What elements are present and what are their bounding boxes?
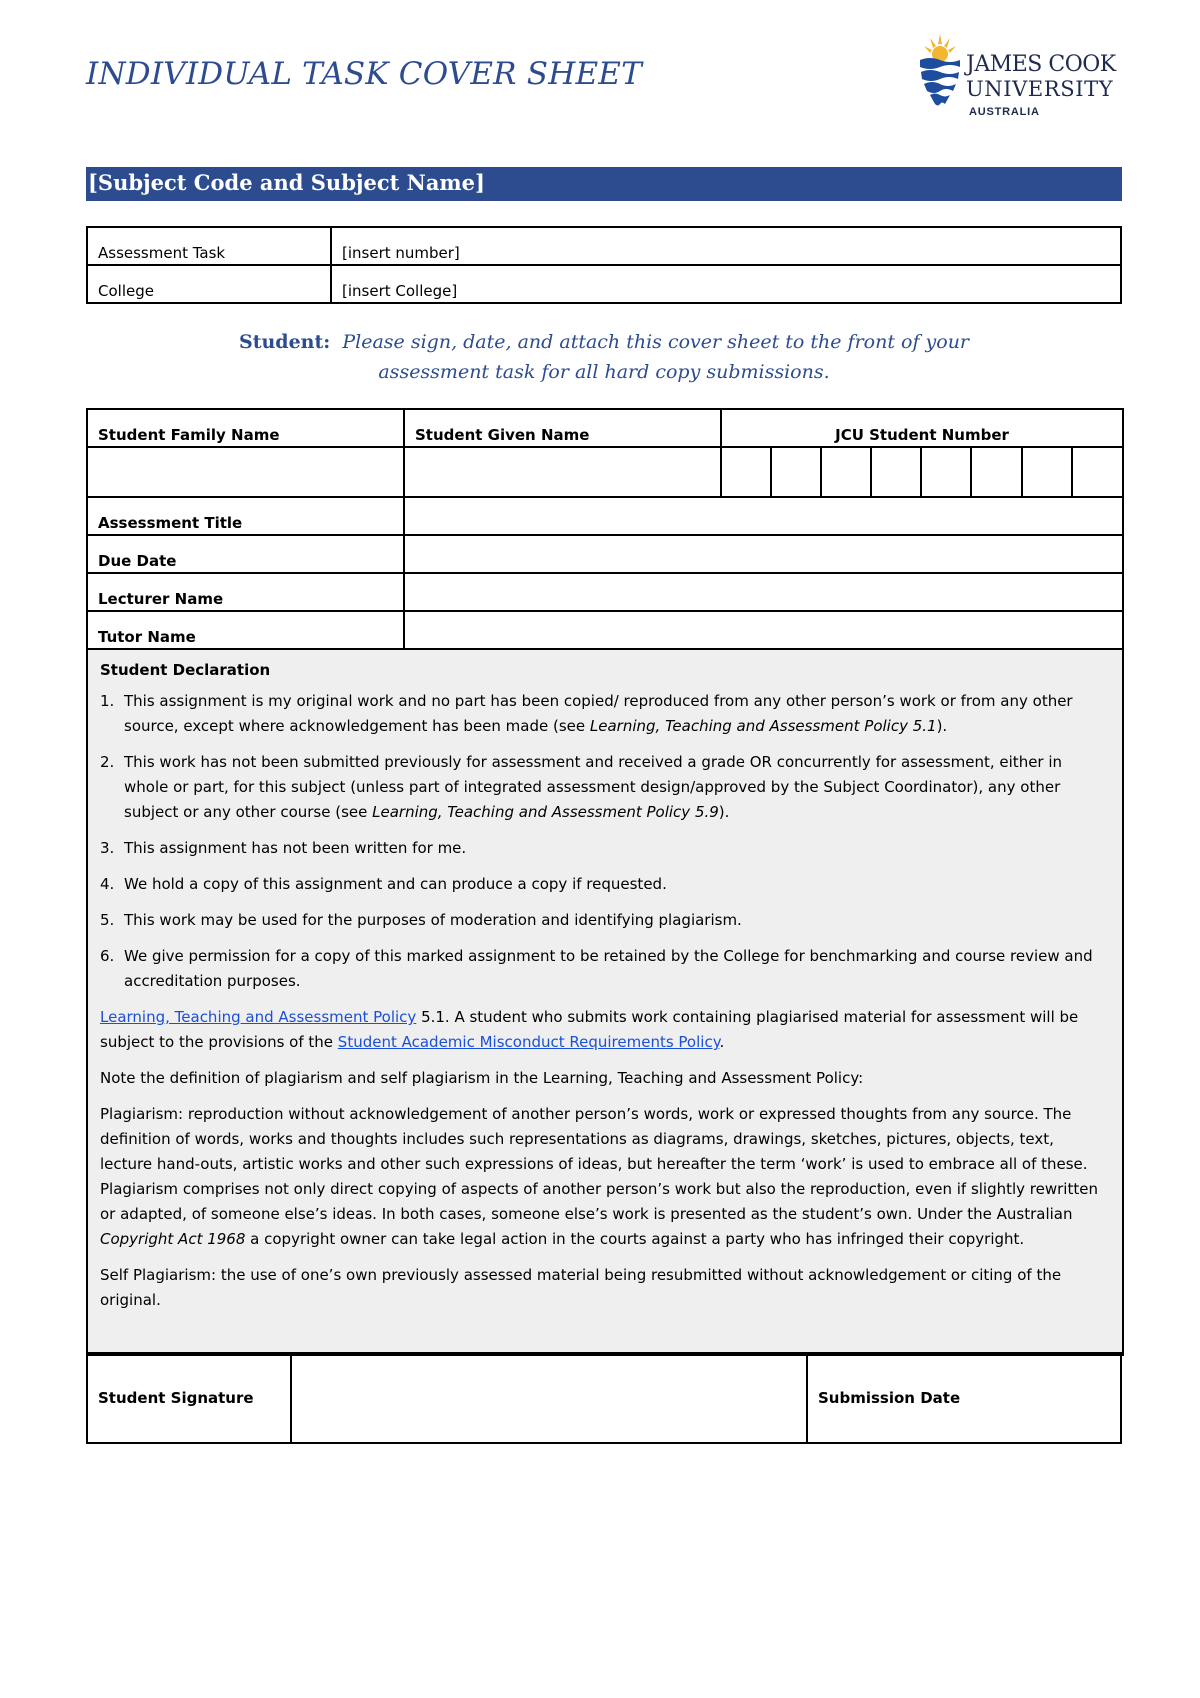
declaration-item xyxy=(100,836,1110,861)
task-info-row xyxy=(87,227,1121,265)
signature-row xyxy=(87,1353,1121,1443)
student-number-digit-box[interactable] xyxy=(1022,447,1072,497)
item-number: 1. xyxy=(100,692,115,710)
given-name-label: Student Given Name xyxy=(404,409,721,447)
declaration-row xyxy=(87,649,1123,1355)
assessment-task-label: Assessment Task xyxy=(87,227,331,265)
lecturer-name-row xyxy=(87,573,1123,611)
signature-label: Student Signature xyxy=(87,1353,291,1443)
policy-reference: Learning, Teaching and Assessment Policy 5.9 xyxy=(372,803,719,821)
college-value[interactable]: [insert College] xyxy=(331,265,1121,303)
declaration-item xyxy=(100,750,1110,825)
signature-field[interactable] xyxy=(291,1353,807,1443)
item-text-end: ). xyxy=(936,717,948,735)
plagiarism-text: Plagiarism: reproduction without acknowledgement of another person’s words, work or expressed thoughts from any source. The definition of words, works and thoughts includes such representations as diagrams, drawings, sketches, pictures, objects, text, lecture hand-outs, artistic works and other such expressions of ideas, but hereafter the term ‘work’ is used to embrace all of these. Plagiarism comprises not only direct copying of aspects of another person’s work but also the reproduction, even if slightly rewritten or adapted, of someone else’s ideas. In both cases, someone else’s work is presented as the student’s own. Under the Australian xyxy=(100,1105,1098,1223)
student-details-table xyxy=(86,408,1124,1356)
logo-line-3: AUSTRALIA xyxy=(969,106,1040,118)
policy-link[interactable]: Learning, Teaching and Assessment Policy xyxy=(100,1008,417,1026)
tutor-name-row xyxy=(87,611,1123,649)
college-label: College xyxy=(87,265,331,303)
instruction-text xyxy=(86,327,1122,387)
assessment-task-value[interactable]: [insert number] xyxy=(331,227,1121,265)
policy-text-end: . xyxy=(719,1033,725,1051)
student-number-digit-box[interactable] xyxy=(871,447,921,497)
item-text: This assignment has not been written for me. xyxy=(124,839,467,857)
logo-line-2: UNIVERSITY xyxy=(966,77,1114,101)
instruction-lead: Student: xyxy=(238,331,331,353)
item-number: 3. xyxy=(100,839,115,857)
student-number-digit-box[interactable] xyxy=(971,447,1022,497)
declaration-item xyxy=(100,908,1110,933)
item-text: We hold a copy of this assignment and can produce a copy if requested. xyxy=(124,875,667,893)
due-date-row xyxy=(87,535,1123,573)
policy-paragraph xyxy=(100,1005,1110,1055)
assessment-title-row xyxy=(87,497,1123,535)
declaration-item xyxy=(100,944,1110,994)
student-header-row xyxy=(87,409,1123,447)
student-number-digit-box[interactable] xyxy=(1072,447,1123,497)
student-input-row xyxy=(87,447,1123,497)
declaration-cell xyxy=(87,649,1123,1355)
misconduct-policy-link[interactable]: Student Academic Misconduct Requirements Policy xyxy=(337,1033,720,1051)
student-number-label: JCU Student Number xyxy=(721,409,1123,447)
lecturer-name-label: Lecturer Name xyxy=(87,573,404,611)
given-name-field[interactable] xyxy=(404,447,721,497)
declaration-list xyxy=(100,689,1110,994)
assessment-title-label: Assessment Title xyxy=(87,497,404,535)
student-number-digit-box[interactable] xyxy=(771,447,821,497)
item-text: This work has not been submitted previously for assessment and received a grade OR concurrently for assessment, either in whole or part, for this subject (unless part of integrated assessment design/approved by the Subject Coordinator), any other subject or any other course (see xyxy=(124,753,1063,821)
policy-text: 5.1. A student who submits work containing plagiarised material for assessment will be subject to the provisions of the xyxy=(100,1008,1079,1051)
item-number: 6. xyxy=(100,947,115,965)
item-number: 2. xyxy=(100,753,115,771)
policy-reference: Learning, Teaching and Assessment Policy 5.1 xyxy=(589,717,937,735)
copyright-act-reference: Copyright Act 1968 xyxy=(100,1230,246,1248)
subject-bar[interactable]: [Subject Code and Subject Name] xyxy=(86,167,1122,201)
definition-note: Note the definition of plagiarism and self plagiarism in the Learning, Teaching and Assessment Policy: xyxy=(100,1069,864,1087)
due-date-label: Due Date xyxy=(87,535,404,573)
instruction-line-2: assessment task for all hard copy submissions. xyxy=(378,361,830,383)
plagiarism-text-end: a copyright owner can take legal action in the courts against a party who has infringed their copyright. xyxy=(245,1230,1025,1248)
family-name-label: Student Family Name xyxy=(87,409,404,447)
declaration-title: Student Declaration xyxy=(100,661,271,679)
item-number: 4. xyxy=(100,875,115,893)
task-info-row xyxy=(87,265,1121,303)
item-number: 5. xyxy=(100,911,115,929)
item-text: We give permission for a copy of this marked assignment to be retained by the College for benchmarking and course review and accreditation purposes. xyxy=(124,947,1093,990)
family-name-field[interactable] xyxy=(87,447,404,497)
instruction-line-1: Please sign, date, and attach this cover sheet to the front of your xyxy=(342,331,970,353)
plagiarism-definition xyxy=(100,1102,1110,1252)
item-text-end: ). xyxy=(718,803,730,821)
item-text: This work may be used for the purposes of moderation and identifying plagiarism. xyxy=(124,911,742,929)
self-plagiarism-definition: Self Plagiarism: the use of one’s own previously assessed material being resubmitted without acknowledgement or citing of the original. xyxy=(100,1266,1062,1309)
tutor-name-field[interactable] xyxy=(404,611,1123,649)
due-date-field[interactable] xyxy=(404,535,1123,573)
declaration-item xyxy=(100,689,1110,739)
assessment-title-field[interactable] xyxy=(404,497,1123,535)
student-number-digit-box[interactable] xyxy=(921,447,971,497)
declaration-item xyxy=(100,872,1110,897)
student-number-digit-box[interactable] xyxy=(721,447,771,497)
item-text: This assignment is my original work and no part has been copied/ reproduced from any other person’s work or from any other source, except where acknowledgement has been made (see xyxy=(124,692,1073,735)
task-info-table xyxy=(86,226,1122,304)
lecturer-name-field[interactable] xyxy=(404,573,1123,611)
tutor-name-label: Tutor Name xyxy=(87,611,404,649)
submission-date-label[interactable]: Submission Date xyxy=(807,1353,1121,1443)
page-title: INDIVIDUAL TASK COVER SHEET xyxy=(86,56,642,92)
student-number-digit-box[interactable] xyxy=(821,447,871,497)
logo-line-1: JAMES COOK xyxy=(966,52,1116,77)
signature-table xyxy=(86,1352,1122,1444)
jcu-crest-icon xyxy=(918,32,962,112)
jcu-logo xyxy=(918,32,1128,122)
